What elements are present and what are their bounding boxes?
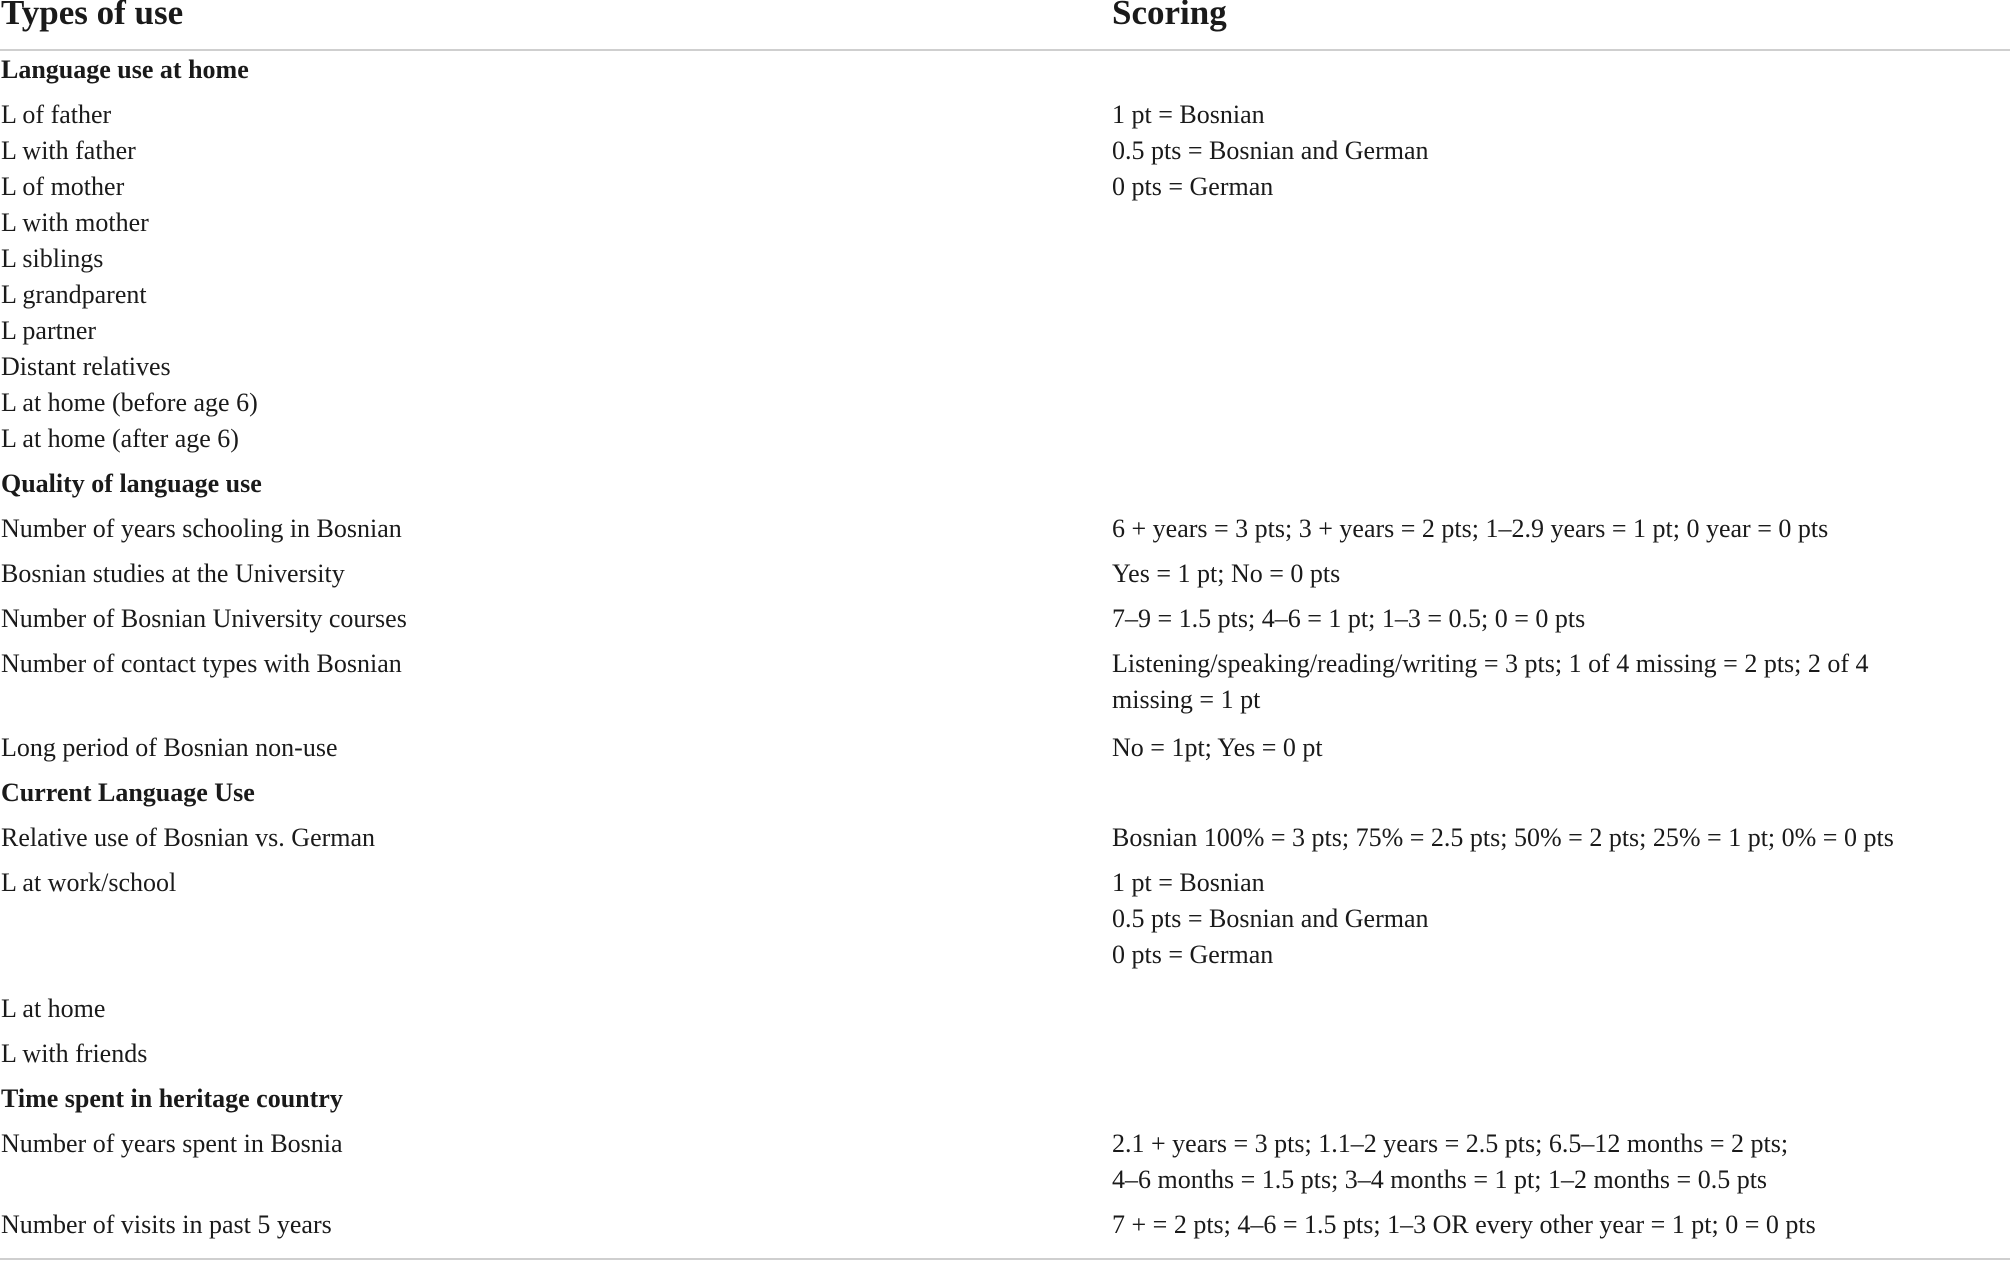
scoring-line: 6 + years = 3 pts; 3 + years = 2 pts; 1–2.9 years = 1 pt; 0 year = 0 pts: [1112, 514, 1829, 543]
type-of-use-cell: Number of Bosnian University courses: [1, 604, 407, 633]
type-of-use-cell: L siblings: [1, 244, 104, 273]
type-of-use-cell: Bosnian studies at the University: [1, 559, 345, 588]
scoring-line: missing = 1 pt: [1112, 685, 1261, 714]
scoring-cell: [1112, 1126, 1992, 1198]
header-scoring: Scoring: [1112, 0, 1227, 32]
type-of-use-cell: Number of years spent in Bosnia: [1, 1129, 343, 1158]
scoring-line: 2.1 + years = 3 pts; 1.1–2 years = 2.5 pts; 6.5–12 months = 2 pts;: [1112, 1129, 1789, 1158]
scoring-line: 0 pts = German: [1112, 172, 1274, 201]
scoring-line: 1 pt = Bosnian: [1112, 100, 1265, 129]
scoring-cell: [1112, 820, 1992, 856]
type-of-use-cell: L with friends: [1, 1039, 148, 1068]
table-header: [0, 0, 2010, 51]
scoring-line: Bosnian 100% = 3 pts; 75% = 2.5 pts; 50% = 2 pts; 25% = 1 pt; 0% = 0 pts: [1112, 823, 1894, 852]
type-of-use-cell: Number of years schooling in Bosnian: [1, 514, 402, 543]
scoring-line: 0.5 pts = Bosnian and German: [1112, 904, 1429, 933]
type-of-use-cell: Distant relatives: [1, 352, 171, 381]
type-of-use-cell: L partner: [1, 316, 97, 345]
type-of-use-cell: L at work/school: [1, 868, 177, 897]
section-title: Time spent in heritage country: [1, 1084, 343, 1113]
scoring-cell: [1112, 1207, 1992, 1243]
scoring-cell: [1112, 601, 1992, 637]
scoring-cell: [1112, 97, 1992, 133]
scoring-cell: [1112, 169, 1992, 205]
type-of-use-cell: L of mother: [1, 172, 125, 201]
scoring-line: 1 pt = Bosnian: [1112, 868, 1265, 897]
scoring-line: 7–9 = 1.5 pts; 4–6 = 1 pt; 1–3 = 0.5; 0 = 0 pts: [1112, 604, 1586, 633]
type-of-use-cell: Number of visits in past 5 years: [1, 1210, 332, 1239]
type-of-use-cell: L at home: [1, 994, 106, 1023]
section-title: Language use at home: [1, 55, 249, 84]
type-of-use-cell: L with father: [1, 136, 136, 165]
scoring-cell: [1112, 511, 1992, 547]
table-bottom-rule: [0, 1258, 2010, 1260]
type-of-use-cell: L with mother: [1, 208, 149, 237]
scoring-cell: [1112, 730, 1992, 766]
type-of-use-cell: L at home (before age 6): [1, 388, 258, 417]
section-title: Current Language Use: [1, 778, 255, 807]
type-of-use-cell: L at home (after age 6): [1, 424, 239, 453]
scoring-cell: [1112, 646, 1992, 718]
header-types-of-use: Types of use: [1, 0, 184, 32]
section-title: Quality of language use: [1, 469, 262, 498]
type-of-use-cell: L grandparent: [1, 280, 147, 309]
scoring-line: Yes = 1 pt; No = 0 pts: [1112, 559, 1341, 588]
scoring-cell: [1112, 556, 1992, 592]
scoring-cell: [1112, 133, 1992, 169]
scoring-line: 4–6 months = 1.5 pts; 3–4 months = 1 pt; 1–2 months = 0.5 pts: [1112, 1165, 1768, 1194]
type-of-use-cell: Long period of Bosnian non-use: [1, 733, 338, 762]
scoring-line: 0.5 pts = Bosnian and German: [1112, 136, 1429, 165]
type-of-use-cell: Relative use of Bosnian vs. German: [1, 823, 376, 852]
scoring-line: 0 pts = German: [1112, 940, 1274, 969]
type-of-use-cell: Number of contact types with Bosnian: [1, 649, 402, 678]
scoring-line: 7 + = 2 pts; 4–6 = 1.5 pts; 1–3 OR every other year = 1 pt; 0 = 0 pts: [1112, 1210, 1816, 1239]
type-of-use-cell: L of father: [1, 100, 112, 129]
scoring-cell: [1112, 865, 1992, 973]
scoring-line: Listening/speaking/reading/writing = 3 pts; 1 of 4 missing = 2 pts; 2 of 4: [1112, 649, 1869, 678]
scoring-line: No = 1pt; Yes = 0 pt: [1112, 733, 1323, 762]
